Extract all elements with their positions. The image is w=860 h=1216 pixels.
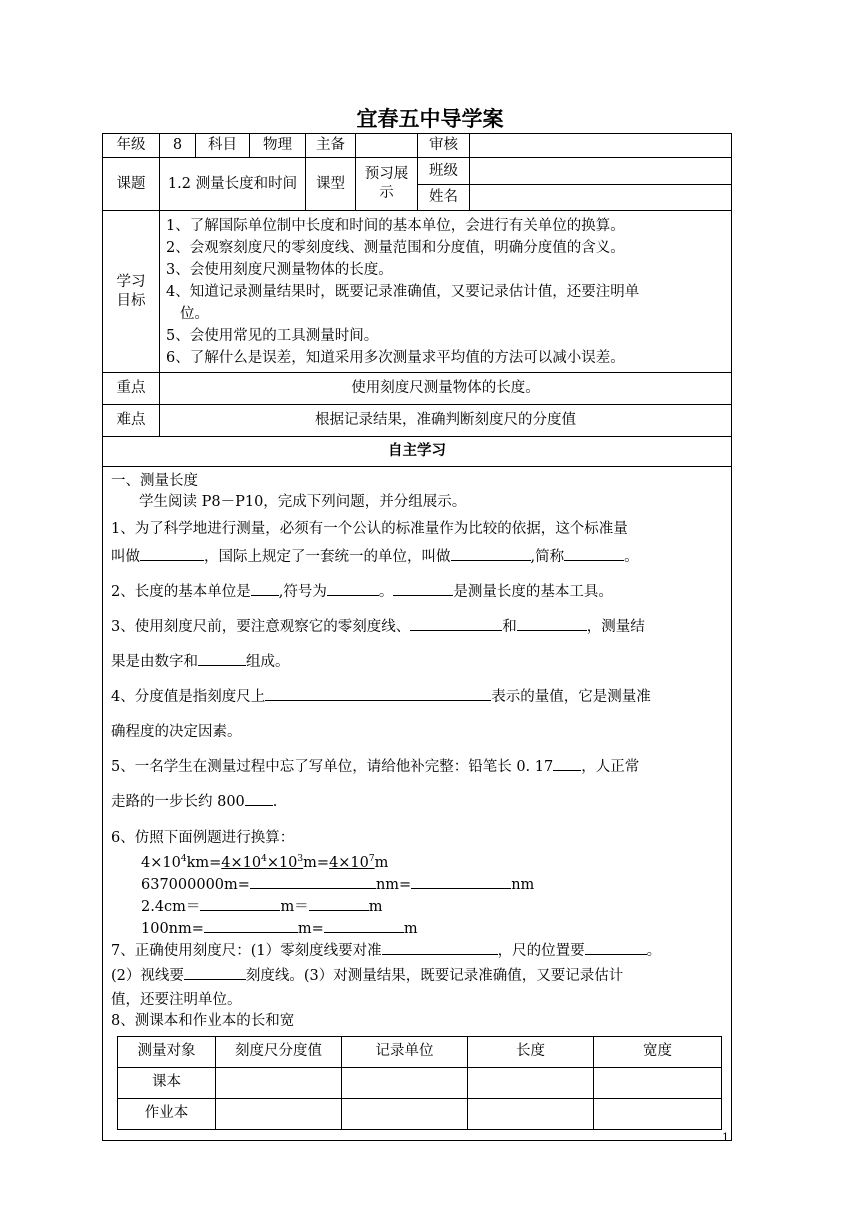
- c3-text: 100nm=: [141, 920, 204, 937]
- c1-blank-2[interactable]: [411, 874, 511, 889]
- ex-sup: 7: [368, 854, 375, 864]
- page-number: 1: [722, 1131, 729, 1144]
- q4-text: 表示的量值，它是测量准: [491, 689, 651, 705]
- table-cell[interactable]: [594, 1098, 722, 1129]
- q1-text: ,简称: [530, 549, 565, 565]
- grade-value: 8: [160, 134, 196, 158]
- question-4: [111, 680, 723, 715]
- col-header: 刻度尺分度值: [216, 1036, 342, 1067]
- review-value[interactable]: [470, 134, 732, 158]
- q4-text: 4、分度值是指刻度尺上: [111, 689, 266, 705]
- table-cell[interactable]: [468, 1067, 594, 1098]
- self-study-body: [103, 467, 732, 1141]
- lead-value[interactable]: [356, 134, 418, 158]
- q2-text: ,符号为: [278, 584, 327, 600]
- c3-text: m: [403, 920, 418, 937]
- col-header: 长度: [468, 1036, 594, 1067]
- ex-underlined: [329, 855, 375, 871]
- question-3: [111, 610, 723, 645]
- topic-value: 1.2 测量长度和时间: [160, 158, 306, 211]
- ex-sup: 4: [261, 854, 267, 864]
- c2-text: m＝: [280, 898, 309, 915]
- table-cell[interactable]: [342, 1067, 468, 1098]
- q7-text: 。: [646, 942, 662, 959]
- conversion-example: [111, 849, 723, 874]
- q3-blank-3[interactable]: [198, 651, 246, 666]
- key-point-value: 使用刻度尺测量物体的长度。: [160, 373, 732, 405]
- lead-label: 主备: [306, 134, 356, 158]
- ex-underlined: [221, 855, 303, 871]
- q1-blank-3[interactable]: [564, 546, 624, 561]
- question-7: [111, 940, 723, 962]
- c1-text: nm: [511, 876, 535, 893]
- goal-item: 3、会使用刻度尺测量物体的长度。: [166, 261, 393, 278]
- question-5-cont: [111, 785, 723, 820]
- difficulty-value: 根据记录结果，准确判断刻度尺的分度值: [160, 405, 732, 437]
- type-value: 预习展示: [356, 158, 418, 211]
- q1-text: 。: [624, 549, 639, 565]
- question-7-cont2: 值，还要注明单位。: [111, 991, 242, 1008]
- q1-blank-1[interactable]: [140, 546, 204, 561]
- question-8: 8、测课本和作业本的长和宽: [111, 1012, 295, 1029]
- row-label: 课本: [118, 1067, 216, 1098]
- q5-blank-2[interactable]: [245, 791, 273, 806]
- q7-text: (2）视线要: [111, 967, 184, 984]
- col-header: 宽度: [594, 1036, 722, 1067]
- q2-blank-3[interactable]: [393, 581, 453, 596]
- subject-label: 科目: [196, 134, 250, 158]
- ex-text: m: [374, 854, 389, 871]
- q2-text: 是测量长度的基本工具。: [453, 584, 613, 600]
- class-value[interactable]: [470, 158, 732, 185]
- name-label: 姓名: [418, 185, 470, 211]
- question-3-cont: [111, 645, 723, 680]
- q1-line1: 1、为了科学地进行测量，必须有一个公认的标准量作为比较的依据，这个标准量: [111, 521, 628, 537]
- goal-item: 6、了解什么是误差，知道采用多次测量求平均值的方法可以减小误差。: [166, 349, 625, 366]
- question-1-cont: [111, 540, 723, 575]
- q2-text: 。: [378, 584, 394, 600]
- q5-text: .: [272, 794, 278, 810]
- goal-item: 2、会观察刻度尺的零刻度线、测量范围和分度值，明确分度值的含义。: [166, 239, 625, 256]
- topic-label: 课题: [103, 158, 160, 211]
- ex-text: 4×10: [141, 854, 181, 871]
- ex-sup: 3: [297, 854, 304, 864]
- section-heading: 一、测量长度: [111, 473, 198, 489]
- question-5: [111, 750, 723, 785]
- ex-text: ×10: [266, 854, 298, 871]
- subject-value: 物理: [250, 134, 306, 158]
- q5-text: ，人正常: [581, 759, 640, 775]
- q3-text: 组成。: [246, 654, 290, 670]
- c2-blank-1[interactable]: [200, 896, 280, 911]
- goals-label: 学习目标: [103, 211, 160, 373]
- c3-blank-1[interactable]: [204, 918, 298, 933]
- page-title: 宜春五中导学案: [356, 107, 504, 131]
- guide-table: [102, 133, 732, 1141]
- key-point-label: 重点: [103, 373, 160, 405]
- table-row: [118, 1098, 722, 1129]
- goal-item: 1、了解国际单位制中长度和时间的基本单位，会进行有关单位的换算。: [166, 217, 625, 234]
- difficulty-label: 难点: [103, 405, 160, 437]
- table-cell[interactable]: [594, 1067, 722, 1098]
- c2-text: m: [368, 898, 383, 915]
- q3-blank-2[interactable]: [517, 616, 587, 631]
- ex-text: m=: [303, 854, 330, 871]
- grade-label: 年级: [103, 134, 160, 158]
- col-header: 测量对象: [118, 1036, 216, 1067]
- q3-text: ，测量结: [586, 619, 645, 635]
- q1-text: 叫做: [111, 549, 140, 565]
- c1-text: nm=: [375, 876, 412, 893]
- goal-item: 4、知道记录测量结果时，既要记录准确值，又要记录估计值，还要注明单: [166, 283, 640, 300]
- q7-text: 刻度线。(3）对测量结果，既要记录准确值，又要记录估计: [245, 967, 624, 984]
- q2-blank-2[interactable]: [327, 581, 379, 596]
- q7-blank-3[interactable]: [184, 965, 246, 980]
- q5-text: 走路的一步长约 800: [111, 794, 245, 810]
- question-7-cont: [111, 965, 723, 987]
- q4-blank[interactable]: [265, 686, 491, 701]
- q5-blank-1[interactable]: [553, 756, 581, 771]
- type-label: 课型: [306, 158, 356, 211]
- q3-text: 果是由数字和: [111, 654, 198, 670]
- question-6: 6、仿照下面例题进行换算：: [111, 830, 295, 846]
- goal-item: 位。: [180, 305, 209, 322]
- ex-text: km=: [186, 854, 222, 871]
- q3-blank-1[interactable]: [410, 616, 502, 631]
- q2-text: 2、长度的基本单位是: [111, 584, 251, 600]
- q3-text: 3、使用刻度尺前，要注意观察它的零刻度线、: [111, 619, 411, 635]
- goal-item: 5、会使用常见的工具测量时间。: [166, 327, 379, 344]
- q7-blank-1[interactable]: [382, 940, 498, 955]
- table-cell[interactable]: [342, 1098, 468, 1129]
- conversion-3: [111, 918, 723, 940]
- conversion-2: [111, 896, 723, 918]
- q1-text: ，国际上规定了一套统一的单位，叫做: [204, 549, 451, 565]
- q5-text: 5、一名学生在测量过程中忘了写单位，请给他补完整：铅笔长 0. 17: [111, 759, 554, 775]
- goals-list: [160, 211, 732, 373]
- table-row: [118, 1067, 722, 1098]
- col-header: 记录单位: [342, 1036, 468, 1067]
- review-label: 审核: [418, 134, 470, 158]
- c1-blank-1[interactable]: [250, 874, 376, 889]
- question-4-cont: 确程度的决定因素。: [111, 724, 242, 740]
- section-title: 自主学习: [103, 437, 732, 467]
- table-cell[interactable]: [216, 1098, 342, 1129]
- question-2: [111, 575, 723, 610]
- c3-text: m=: [297, 920, 324, 937]
- c3-blank-2[interactable]: [324, 918, 404, 933]
- measurement-table: [117, 1036, 722, 1130]
- c1-text: 637000000m=: [141, 876, 250, 893]
- ex-text: 4×10: [329, 854, 369, 871]
- class-label: 班级: [418, 158, 470, 185]
- table-cell[interactable]: [216, 1067, 342, 1098]
- c2-blank-2[interactable]: [309, 896, 369, 911]
- q7-blank-2[interactable]: [585, 940, 647, 955]
- table-cell[interactable]: [468, 1098, 594, 1129]
- q1-blank-2[interactable]: [451, 546, 531, 561]
- question-1: [111, 519, 723, 540]
- c2-text: 2.4cm＝: [141, 898, 201, 915]
- intro-text: 学生阅读 P8－P10，完成下列问题，并分组展示。: [139, 494, 467, 510]
- q7-text: ，尺的位置要: [497, 942, 585, 959]
- ex-text: 4×10: [221, 854, 262, 871]
- row-label: 作业本: [118, 1098, 216, 1129]
- ex-sup: 4: [180, 854, 187, 864]
- conversion-1: [111, 874, 723, 896]
- q3-text: 和: [502, 619, 517, 635]
- q2-blank-1[interactable]: [251, 581, 279, 596]
- name-value[interactable]: [470, 185, 732, 211]
- q7-text: 7、正确使用刻度尺：(1）零刻度线要对准: [111, 942, 382, 959]
